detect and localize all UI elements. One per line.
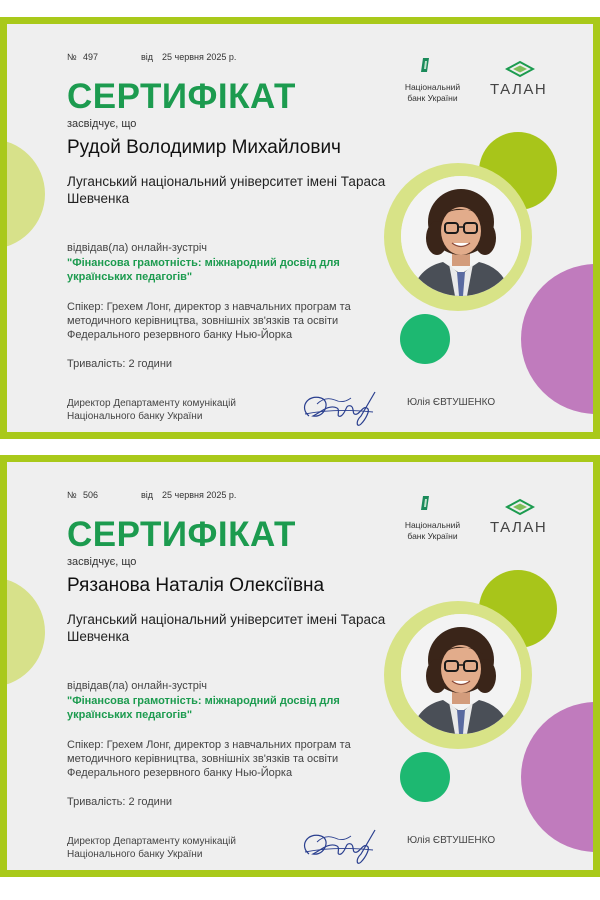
date-label: від bbox=[141, 490, 154, 500]
nbu-logo-text: Національний банк України bbox=[404, 82, 461, 103]
recipient-name: Рязанова Наталія Олексіївна bbox=[67, 575, 325, 596]
speaker-photo bbox=[401, 614, 521, 734]
certifies-text: засвідчує, що bbox=[67, 556, 137, 568]
decorative-circle-left bbox=[0, 577, 45, 687]
university-name: Луганський національний університет імені Тараса Шевченка bbox=[67, 612, 386, 644]
decorative-circle-green bbox=[400, 314, 450, 364]
nbu-logo-icon bbox=[421, 57, 431, 73]
certificate bbox=[0, 17, 600, 439]
certificate-date: 25 червня 2025 р. bbox=[162, 52, 237, 62]
decorative-circle-purple bbox=[521, 264, 600, 414]
duration-text: Тривалість: 2 години bbox=[67, 358, 173, 370]
attended-text: відвідав(ла) онлайн-зустріч bbox=[67, 680, 208, 692]
certificate-number: 506 bbox=[83, 490, 99, 500]
certificate-title: СЕРТИФІКАТ bbox=[67, 77, 296, 116]
certificate-date: 25 червня 2025 р. bbox=[162, 490, 237, 500]
speaker-info: Спікер: Грехем Лонг, директор з навчальних програм та методичного керівництва, зовнішніх зв'язків та освіти Федерального резервного банку Нью-Йорка bbox=[67, 739, 351, 779]
speaker-photo bbox=[401, 176, 521, 296]
event-title: "Фінансова грамотність: міжнародний досвід для українських педагогів" bbox=[67, 695, 340, 721]
speaker-info: Спікер: Грехем Лонг, директор з навчальних програм та методичного керівництва, зовнішніх зв'язків та освіти Федерального резервного банку Нью-Йорка bbox=[67, 301, 351, 341]
attended-text: відвідав(ла) онлайн-зустріч bbox=[67, 242, 208, 254]
event-title: "Фінансова грамотність: міжнародний досвід для українських педагогів" bbox=[67, 257, 340, 283]
certificate bbox=[0, 455, 600, 877]
talan-logo-text: ТАЛАН bbox=[490, 81, 548, 98]
date-label: від bbox=[141, 52, 154, 62]
duration-text: Тривалість: 2 години bbox=[67, 796, 173, 808]
director-title: Директор Департаменту комунікацій Національного банку України bbox=[67, 398, 236, 422]
signature-icon bbox=[295, 824, 381, 868]
certificate-number: 497 bbox=[83, 52, 99, 62]
nbu-logo-text: Національний банк України bbox=[404, 520, 461, 541]
decorative-circle-left bbox=[0, 139, 45, 249]
decorative-circle-purple bbox=[521, 702, 600, 852]
recipient-name: Рудой Володимир Михайлович bbox=[67, 137, 341, 158]
talan-logo-icon bbox=[505, 498, 535, 516]
certifies-text: засвідчує, що bbox=[67, 118, 137, 130]
university-name: Луганський національний університет імені Тараса Шевченка bbox=[67, 174, 386, 206]
decorative-circle-green bbox=[400, 752, 450, 802]
certificate-number-label: № bbox=[67, 52, 77, 62]
talan-logo-icon bbox=[505, 60, 535, 78]
certificate-title: СЕРТИФІКАТ bbox=[67, 515, 296, 554]
director-title: Директор Департаменту комунікацій Національного банку України bbox=[67, 836, 236, 860]
nbu-logo-icon bbox=[421, 495, 431, 511]
signer-name: Юлія ЄВТУШЕНКО bbox=[407, 835, 496, 846]
signature-icon bbox=[295, 386, 381, 430]
certificate-number-label: № bbox=[67, 490, 77, 500]
signer-name: Юлія ЄВТУШЕНКО bbox=[407, 397, 496, 408]
talan-logo-text: ТАЛАН bbox=[490, 519, 548, 536]
